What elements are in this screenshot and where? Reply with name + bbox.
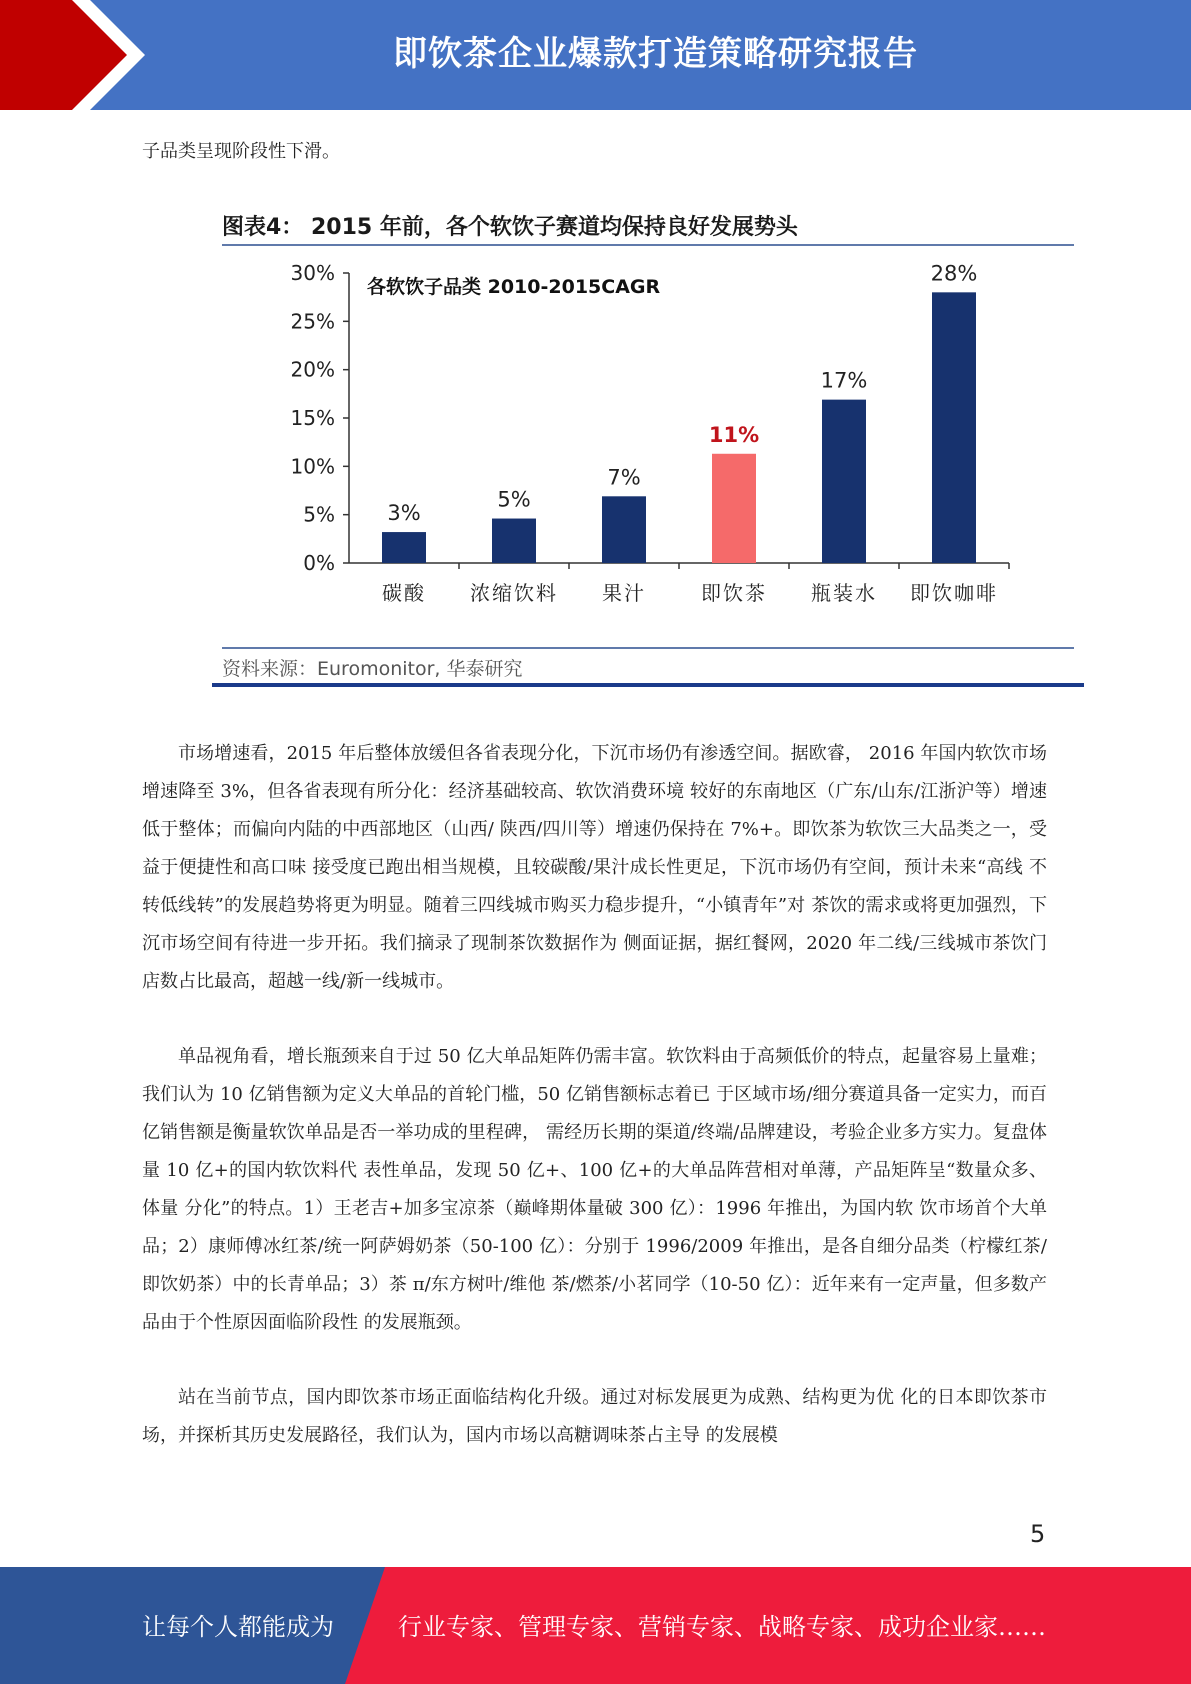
page-header [0, 0, 1191, 110]
bar-chart [184, 198, 1084, 693]
page-footer [0, 1567, 1191, 1684]
footer-slogan-left: 让每个人都能成为 [142, 1613, 334, 1641]
paragraph-1: 市场增速看，2015 年后整体放缓但各省表现分化，下沉市场仍有渗透空间。据欧睿， 2016 年国内软饮市场增速降至 3%，但各省表现有所分化：经济基础较高、软饮消费环境 较好的东南地区（广东/山东/江浙沪等）增速低于整体；而偏向内陆的中西部地区（山西/ 陕西/四川等）增速仍保持在 7%+。即饮茶为软饮三大品类之一，受益于便捷性和高口味 接受度已跑出相当规模，且较碳酸/果汁成长性更足，下沉市场仍有空间，预计未来“高线 不转低线转”的发展趋势将更为明显。随着三四线城市购买力稳步提升，“小镇青年”对 茶饮的需求或将更加强烈，下沉市场空间有待进一步开拓。我们摘录了现制茶饮数据作为 侧面证据，据红餐网，2020 年二线/三线城市茶饮门店数占比最高，超越一线/新一线城市。 [142, 743, 1047, 992]
bar-3 [602, 496, 646, 563]
y-tick-label: 25% [290, 309, 335, 334]
x-tick-label: 即饮咖啡 [910, 581, 998, 605]
y-tick-label: 0% [303, 551, 335, 575]
bar-2 [492, 519, 536, 563]
intro-line: 子品类呈现阶段性下滑。 [142, 141, 340, 162]
bar-1 [382, 532, 426, 563]
y-tick-label: 30% [290, 261, 335, 285]
footer-slogan-right: 行业专家、管理专家、营销专家、战略专家、成功企业家…… [398, 1613, 1046, 1641]
data-label-2: 5% [497, 487, 531, 512]
chart-inner-title: 各软饮子品类 2010-2015CAGR [367, 276, 661, 298]
x-tick-label: 浓缩饮料 [470, 581, 558, 605]
y-tick-label: 10% [290, 454, 335, 479]
figure-source: 资料来源：Euromonitor, 华泰研究 [222, 658, 523, 680]
x-tick-label: 果汁 [602, 581, 646, 605]
bar-6 [932, 292, 976, 563]
x-tick-label: 瓶装水 [811, 581, 877, 605]
bar-5 [822, 400, 866, 563]
x-tick-label: 碳酸 [382, 581, 426, 605]
body-text [142, 735, 1047, 1492]
x-tick-label: 即饮茶 [701, 581, 767, 605]
bar-4 [712, 454, 756, 563]
header-arrow-decoration [0, 0, 160, 110]
paragraph-2: 单品视角看，增长瓶颈来自于过 50 亿大单品矩阵仍需丰富。软饮料由于高频低价的特点，起量容易上量难；我们认为 10 亿销售额为定义大单品的首轮门槛，50 亿销售额标志着已 于区域市场/细分赛道具备一定实力，而百亿销售额是衡量软饮单品是否一举功成的里程碑， 需经历长期的渠道/终端/品牌建设，考验企业多方实力。复盘体量 10 亿+的国内软饮料代 表性单品，发现 50 亿+、100 亿+的大单品阵营相对单薄，产品矩阵呈“数量众多、体量 分化”的特点。1）王老吉+加多宝凉茶（巅峰期体量破 300 亿）：1996 年推出，为国内软 饮市场首个大单品；2）康师傅冰红茶/统一阿萨姆奶茶（50-100 亿）：分别于 1996/2009 年推出，是各自细分品类（柠檬红茶/即饮奶茶）中的长青单品；3）茶 π/东方树叶/维他 茶/燃茶/小茗同学（10-50 亿）：近年来有一定声量，但多数产品由于个性原因面临阶段性 的发展瓶颈。 [142, 1046, 1047, 1333]
data-label-5: 17% [820, 368, 868, 393]
y-tick-label: 5% [303, 502, 335, 527]
data-label-4: 11% [708, 422, 760, 447]
figure-title: 图表4： 2015 年前，各个软饮子赛道均保持良好发展势头 [222, 215, 798, 240]
y-tick-label: 20% [290, 357, 335, 382]
figure-4 [184, 198, 1084, 693]
page-number: 5 [1030, 1520, 1046, 1548]
paragraph-3: 站在当前节点，国内即饮茶市场正面临结构化升级。通过对标发展更为成熟、结构更为优 化的日本即饮茶市场，并探析其历史发展路径，我们认为，国内市场以高糖调味茶占主导 的发展模 [142, 1387, 1047, 1446]
data-label-6: 28% [930, 261, 978, 286]
data-label-3: 7% [607, 465, 641, 490]
data-label-1: 3% [387, 501, 421, 526]
y-tick-label: 15% [290, 406, 335, 430]
report-title: 即饮茶企业爆款打造策略研究报告 [393, 34, 918, 74]
